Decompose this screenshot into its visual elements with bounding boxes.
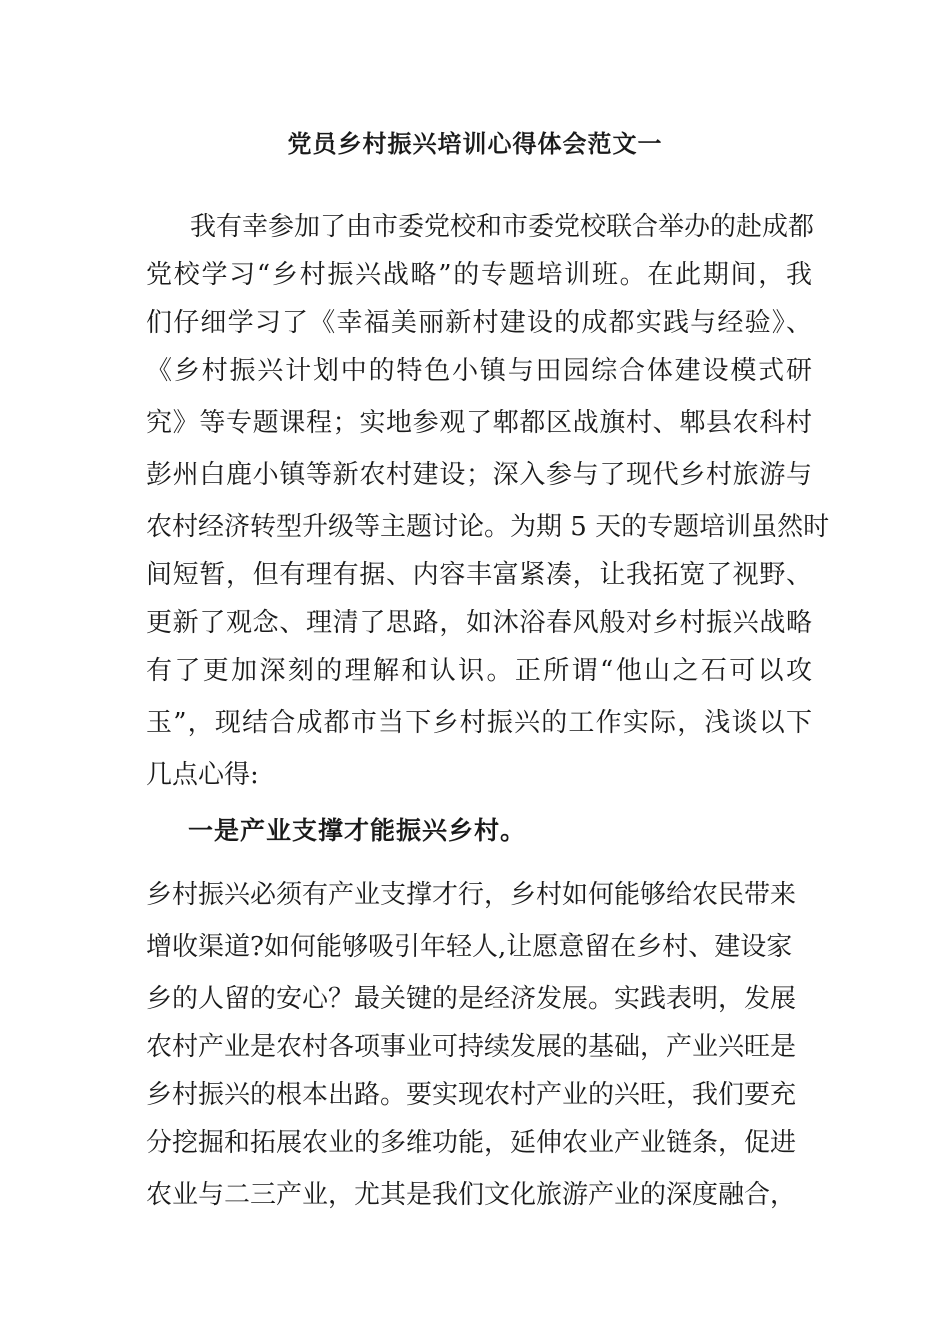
paragraph-1-line: 玉”，现结合成都市当下乡村振兴的工作实际，浅谈以下 [146,708,812,738]
paragraph-1-line: 《乡村振兴计划中的特色小镇与田园综合体建设模式研 [146,356,812,386]
paragraph-1-line: 究》等专题课程；实地参观了郫都区战旗村、郫县农科村 [146,408,812,438]
paragraph-2-line: 乡村振兴的根本出路。要实现农村产业的兴旺，我们要充 [146,1080,797,1110]
paragraph-1-line: 我有幸参加了由市委党校和市委党校联合举办的赴成都 [190,212,815,242]
paragraph-1-line: 党校学习“乡村振兴战略”的专题培训班。在此期间，我 [146,260,812,290]
section-heading: 一是产业支撑才能振兴乡村。 [188,816,527,845]
paragraph-1-line: 们仔细学习了《幸福美丽新村建设的成都实践与经验》、 [146,308,812,338]
paragraph-1-line: 间短暂，但有理有据、内容丰富紧凑，让我拓宽了视野、 [146,560,812,590]
paragraph-2-line: 分挖掘和拓展农业的多维功能，延伸农业产业链条，促进 [146,1128,797,1158]
paragraph-1-line: 更新了观念、理清了思路，如沐浴春风般对乡村振兴战略 [146,608,812,638]
paragraph-1-line: 有了更加深刻的理解和认识。正所谓“他山之石可以攻 [146,656,812,686]
document-title: 党员乡村振兴培训心得体会范文一 [287,130,663,158]
paragraph-2-line: 农村产业是农村各项事业可持续发展的基础，产业兴旺是 [146,1032,797,1062]
paragraph-1-line: 农村经济转型升级等主题讨论。为期 5 天的专题培训虽然时 [146,512,830,542]
paragraph-1-line: 几点心得: [146,760,259,790]
paragraph-1-line: 彭州白鹿小镇等新农村建设；深入参与了现代乡村旅游与 [146,460,812,490]
paragraph-2-line: 乡的人留的安心？最关键的是经济发展。实践表明，发展 [146,984,797,1014]
paragraph-2-line: 乡村振兴必须有产业支撑才行，乡村如何能够给农民带来 [146,880,797,910]
paragraph-2-line: 农业与二三产业，尤其是我们文化旅游产业的深度融合， [146,1180,797,1210]
paragraph-2-line: 增收渠道?如何能够吸引年轻人,让愿意留在乡村、建设家 [146,932,793,962]
